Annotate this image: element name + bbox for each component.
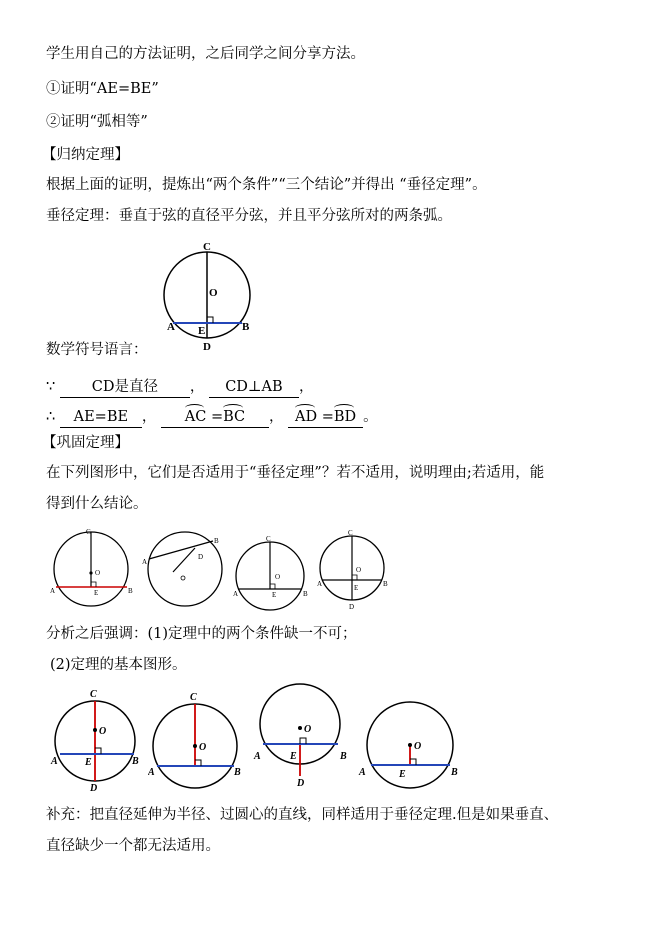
point-label: D — [90, 783, 98, 794]
point-label: B — [214, 537, 219, 545]
paragraph: 补充：把直径延伸为半径、过圆心的直线，同样适用于垂径定理.但是如果垂直、 — [46, 807, 559, 823]
point-label: B — [340, 751, 347, 762]
result-blank: AE=BE — [60, 407, 142, 428]
comma: ， — [298, 379, 314, 395]
point-label: C — [90, 689, 97, 700]
exercise-figure-1 — [48, 526, 138, 616]
exercise-figure-4 — [316, 526, 396, 616]
point-label: A — [167, 321, 175, 333]
point-label: B — [383, 580, 388, 588]
basic-figure-4 — [358, 700, 463, 790]
point-label: B — [128, 587, 133, 595]
point-label: C — [266, 535, 271, 543]
period: 。 — [363, 409, 378, 425]
paragraph: 数学符号语言： — [46, 342, 148, 358]
point-label: D — [297, 778, 305, 789]
arc-label: BD — [333, 409, 357, 425]
point-label: C — [203, 241, 211, 253]
because-line — [46, 377, 313, 398]
point-label: C — [86, 528, 91, 536]
exercise-figure-3 — [232, 526, 318, 616]
paragraph: ①证明“AE=BE” — [46, 81, 159, 97]
point-label: A — [233, 590, 239, 598]
exercise-figure-2 — [140, 526, 230, 616]
point-label: O — [95, 569, 101, 577]
point-label: A — [51, 756, 58, 767]
point-label: A — [142, 558, 148, 566]
point-label: O — [304, 724, 312, 735]
point-label: E — [290, 751, 297, 762]
point-label: O — [99, 726, 107, 737]
equals-sign: = — [321, 409, 334, 425]
section-heading: 【归纳定理】 — [42, 147, 129, 163]
theorem-statement: 垂径定理：垂直于弦的直径平分弦，并且平分弦所对的两条弧。 — [46, 208, 452, 224]
point-label: C — [190, 692, 197, 703]
point-label: B — [132, 756, 139, 767]
point-label: E — [198, 325, 206, 337]
paragraph: 学生用自己的方法证明，之后同学之间分享方法。 — [46, 46, 365, 62]
point-label: B — [303, 590, 308, 598]
point-label: E — [399, 769, 406, 780]
point-label: O — [414, 741, 422, 752]
result-blank — [288, 407, 363, 428]
condition-blank: CD⊥AB — [209, 377, 299, 398]
paragraph: 在下列图形中，它们是否适用于“垂径定理”？若不适用，说明理由;若适用，能 — [46, 465, 545, 481]
equals-sign: = — [210, 409, 224, 425]
point-label: E — [272, 591, 277, 599]
paragraph: 得到什么结论。 — [46, 496, 148, 512]
point-label: B — [242, 321, 250, 333]
paragraph: 直径缺少一个都无法适用。 — [46, 838, 220, 854]
point-label: A — [148, 767, 155, 778]
point-label: D — [198, 553, 204, 561]
point-label: B — [451, 767, 458, 778]
comma: ， — [141, 409, 157, 425]
point-label: O — [356, 566, 362, 574]
point-label: A — [254, 751, 261, 762]
paragraph: 根据上面的证明，提炼出“两个条件”“三个结论”并得出 “垂径定理”。 — [46, 177, 487, 193]
point-label: A — [50, 587, 56, 595]
basic-figure-3 — [252, 678, 352, 793]
arc-label: AC — [184, 409, 207, 425]
point-label: A — [317, 580, 323, 588]
point-label: D — [203, 341, 211, 353]
basic-figure-1 — [48, 686, 148, 796]
paragraph: (2)定理的基本图形。 — [50, 657, 187, 673]
section-heading: 【巩固定理】 — [42, 435, 129, 451]
point-label: C — [348, 529, 353, 537]
point-label: D — [349, 603, 355, 611]
therefore-line — [46, 407, 378, 428]
basic-figure-2 — [148, 686, 248, 796]
condition-blank: CD是直径 — [60, 377, 190, 398]
comma: ， — [268, 409, 284, 425]
result-blank — [161, 407, 269, 428]
point-label: O — [199, 742, 207, 753]
arc-label: AD — [294, 409, 318, 425]
therefore-symbol: ∴ — [46, 409, 56, 425]
point-label: E — [94, 589, 99, 597]
point-label: E — [354, 584, 359, 592]
point-label: A — [359, 767, 366, 778]
comma: ， — [189, 379, 205, 395]
because-symbol: ∵ — [46, 379, 56, 395]
point-label: O — [209, 287, 218, 299]
arc-label: BC — [223, 409, 246, 425]
point-label: B — [234, 767, 241, 778]
theorem-figure — [160, 240, 270, 355]
paragraph: 分析之后强调：(1)定理中的两个条件缺一不可； — [46, 626, 357, 642]
point-label: E — [85, 757, 92, 768]
point-label: O — [275, 573, 281, 581]
paragraph: ②证明“弧相等” — [46, 114, 148, 130]
